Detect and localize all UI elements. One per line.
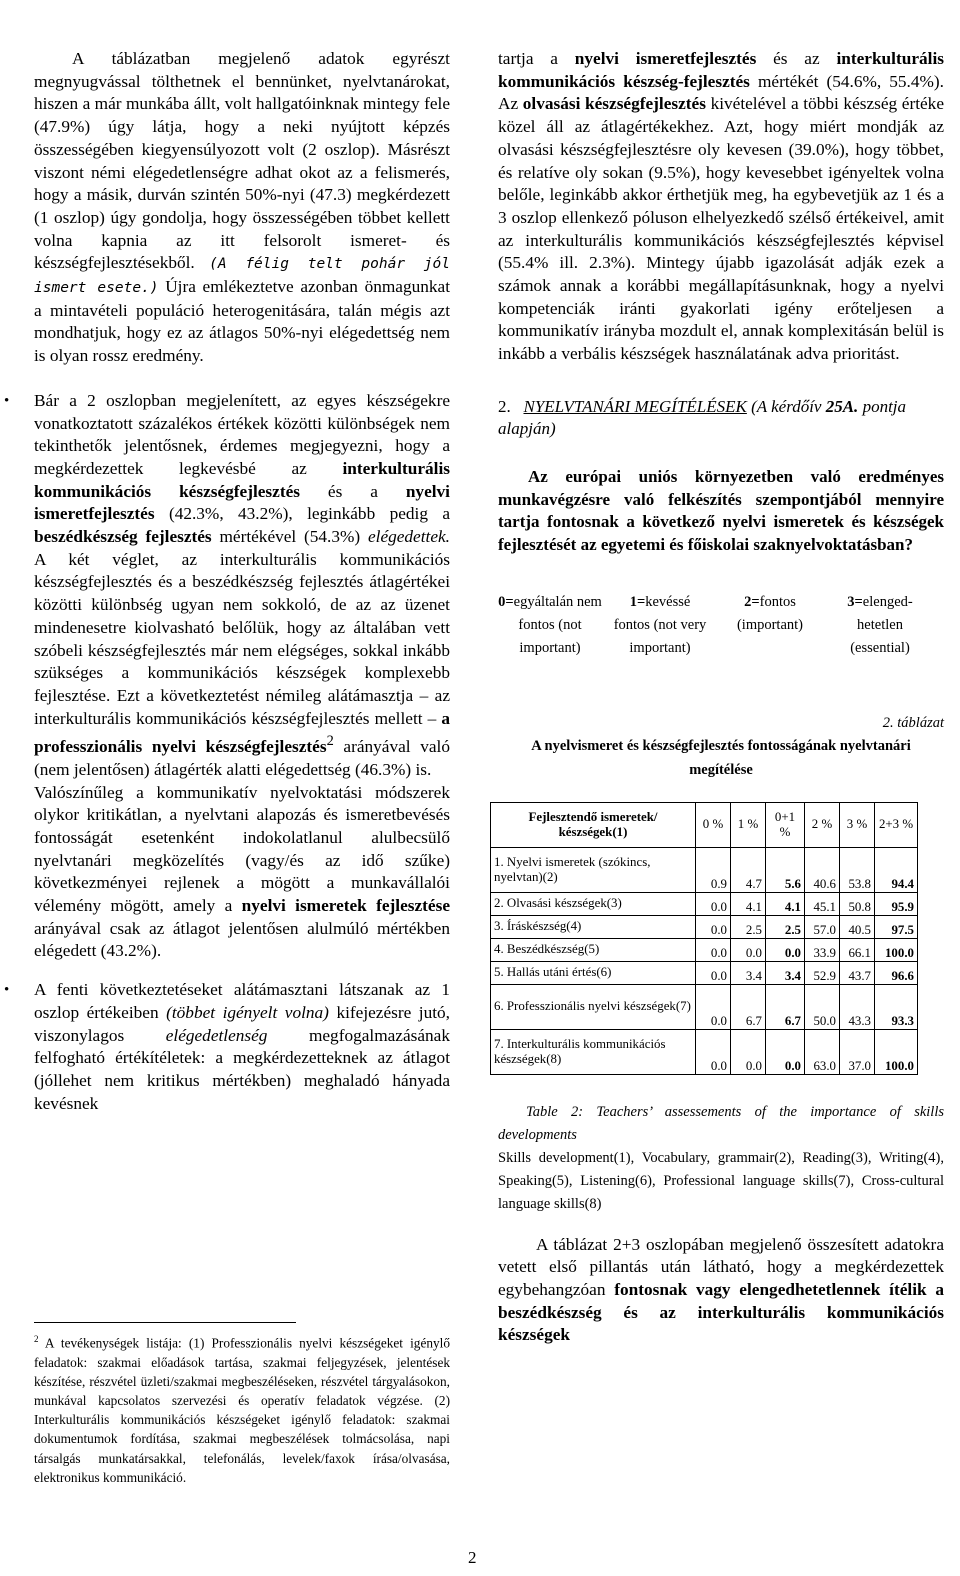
table-cell: 0.0 xyxy=(696,938,731,961)
scale-option-1: 1=kevéssé fontos (not very important) xyxy=(613,593,707,656)
table-header-cell: 2+3 % xyxy=(875,802,918,847)
table-cell: 43.7 xyxy=(840,961,875,984)
table-cell: 33.9 xyxy=(805,938,840,961)
table-cell: 0.0 xyxy=(696,984,731,1029)
table-cell: 0.0 xyxy=(731,1029,766,1074)
table-cell: 66.1 xyxy=(840,938,875,961)
right-column xyxy=(494,48,944,1347)
table-cell: 63.0 xyxy=(805,1029,840,1074)
table-cell: 0.0 xyxy=(696,892,731,915)
table-header-cell: Fejlesztendő ismeretek/ készségek(1) xyxy=(491,802,696,847)
table-cell: 2.5 xyxy=(766,915,805,938)
table-cell: 100.0 xyxy=(875,1029,918,1074)
table-header-cell: 0+1 % xyxy=(766,802,805,847)
table-row-label: 7. Interkulturális kommunikációs készségek(8) xyxy=(491,1029,696,1074)
table-cell: 5.6 xyxy=(766,847,805,892)
table-header-cell: 3 % xyxy=(840,802,875,847)
table-row xyxy=(491,1029,918,1074)
table-row-label: 3. Íráskészség(4) xyxy=(491,915,696,938)
bullet-icon: • xyxy=(4,982,10,999)
table-cell: 95.9 xyxy=(875,892,918,915)
scale-option-0: 0=egyáltalán nem fontos (not important) xyxy=(498,593,602,656)
table-number: 2. táblázat xyxy=(882,714,944,731)
table-row xyxy=(491,938,918,961)
table-header-cell: 0 % xyxy=(696,802,731,847)
page-number: 2 xyxy=(468,1548,477,1567)
table-cell: 53.8 xyxy=(840,847,875,892)
table-cell: 94.4 xyxy=(875,847,918,892)
left-column xyxy=(4,48,450,1115)
bullet-item xyxy=(4,390,450,963)
table-cell: 50.8 xyxy=(840,892,875,915)
table-cell: 97.5 xyxy=(875,915,918,938)
table-cell: 3.4 xyxy=(731,961,766,984)
table-cell: 2.5 xyxy=(731,915,766,938)
table-cell: 4.1 xyxy=(766,892,805,915)
table-cell: 0.0 xyxy=(731,938,766,961)
bullet-icon: • xyxy=(4,392,10,409)
survey-question: Az európai uniós környezetben való eredményes munkavégzésre való felkészítés szempontjából mennyire tartja fontosnak a következő nyelvi ismeretek és készségek fejlesztését az egyetemi és főiskolai szaknyelvoktatásban? xyxy=(498,466,944,554)
table-cell: 37.0 xyxy=(840,1029,875,1074)
table-cell: 57.0 xyxy=(805,915,840,938)
table-cell: 4.1 xyxy=(731,892,766,915)
scale-option-2: 2=fontos (important) xyxy=(736,593,804,633)
table-cell: 50.0 xyxy=(805,984,840,1029)
results-table xyxy=(490,802,918,1075)
table-cell: 0.9 xyxy=(696,847,731,892)
table-cell: 0.0 xyxy=(696,1029,731,1074)
table-row xyxy=(491,892,918,915)
table-row-label: 4. Beszédkészség(5) xyxy=(491,938,696,961)
table-cell: 52.9 xyxy=(805,961,840,984)
footnote-divider xyxy=(34,1322,296,1323)
table-cell: 6.7 xyxy=(766,984,805,1029)
table-caption-english: Table 2: Teachers’ assessements of the importance of skills developments Skills development(1), Vocabulary, grammair(2), Reading(3), Writing(4), Speaking(5), Listening(6), Professional language skills(7), Cross-cultural language skills(8) xyxy=(498,1103,944,1212)
table-row xyxy=(491,915,918,938)
table-row xyxy=(491,961,918,984)
table-row-label: 1. Nyelvi ismeretek (szókincs, nyelvtan)(2) xyxy=(491,847,696,892)
paragraph-final: A táblázat 2+3 oszlopában megjelenő összesített adatokra vetett első pillantás után látható, hogy a megkérdezettek egybehangzóan fontosnak vagy elengedhetetlennek ítélik a beszédkészség és az interkulturális kommunikációs készségek xyxy=(498,1234,944,1345)
footnote: $^2$ A tevékenységek listája: (1) Professzionális nyelvi készségeket igénylő feladatok: szakmai előadások tartása, szakmai feljegyzések, jelentések készítése, részvétel üzleti/szakmai megbeszéléseken, részvétel tárgyalásokon, munkával kapcsolatos szervezési és operatív feladatok végzése. (2) Interkulturális kommunikációs készségeket igénylő feladatok: szakmai dokumentumok fordítása, szakmai megbeszélések tolmácsolása, napi társalgás munkatársakkal, telefonálás, levelek/faxok írása/olvasása, elektronikus kommunikáció. xyxy=(34,1334,450,1485)
table-cell: 100.0 xyxy=(875,938,918,961)
bullet-text: Bár a 2 oszlopban megjelenített, az egyes készségekre vonatkoztatott százalékos értékek közötti különbségek nem tekinthetők jelentősnek, érdemes megjegyezni, hogy a megkérdezettek legkevésbé az interkulturális kommunikációs készségfejlesztés és a nyelvi ismeretfejlesztés (42.3%, 43.2%), leginkább pedig a beszédkészség fejlesztés mértékével (54.3%) elégedettek. A két véglet, az interkulturális kommunikációs készségfejlesztés és a beszédkészség fejlesztés átlagértékei közötti különbség ugyan nem sokkoló, de az az üzenet mindenesetre kiolvasható belőlük, hogy az általában vett szóbeli készségfejlesztés már nem elégséges, sokkal inkább szükséges a kommunikációs készségek komplexebb fejlesztése. Ezt a következtetést némileg alátámasztja – az interkulturális kommunikációs készségfejlesztés mellett – a professzionális nyelvi készségfejlesztés$^2$ arányával való (nem jelentősen) átlagérték alatti elégedettség (46.3%) is. xyxy=(34,390,450,779)
table-row xyxy=(491,984,918,1029)
table-cell: 40.6 xyxy=(805,847,840,892)
bullet-item xyxy=(4,979,450,1115)
table-header-cell: 2 % xyxy=(805,802,840,847)
table-row-label: 5. Hallás utáni értés(6) xyxy=(491,961,696,984)
table-row-label: 2. Olvasási készségek(3) xyxy=(491,892,696,915)
section-heading: 2. NYELVTANÁRI MEGÍTÉLÉSEK (A kérdőív 25A. pontja alapján) xyxy=(498,396,907,438)
table-cell: 96.6 xyxy=(875,961,918,984)
paragraph-continued: tartja a nyelvi ismeretfejlesztés és az interkulturális kommunikációs készség-fejlesztés mértékét (54.6%, 55.4%). Az olvasási készségfejlesztés kivételével a többi készség értéke közel áll az átlagértékekhez. Azt, hogy miért mondják az olvasási készségfejlesztésre oly kevesen (39.0%), hogy többet, és relatíve oly sokan (9.5%), hogy kevesebbet igényeltek volna belőle, leginkább akkor érthetjük meg, ha egybevetjük az 1 és a 3 oszlop ellenkező póluson elhelyezkedő szélső értékeivel, amit az interkulturális kommunikációs készségfejlesztés képvisel (55.4% ill. 2.3%). Mintegy újabb igazolását adják ezek a számok annak a korábbi megállapításunknak, hogy a nyelvi kompetenciák iránti gyakorlati igény erőteljesen a kommunikatív irányba mozdult el, annak komplexitásán belül is inkább a verbális készségek használatának adva prioritást. xyxy=(498,49,944,364)
table-row-label: 6. Professzionális nyelvi készségek(7) xyxy=(491,984,696,1029)
table-header-cell: 1 % xyxy=(731,802,766,847)
paragraph-intro: A táblázatban megjelenő adatok egyrészt megnyugvással tölthetnek el bennünket, nyelvtanárokat, hiszen a már munkába állt, volt hallgatóinknak mintegy fele (47.9%) úgy látja, hogy a neki nyújtott képzés összességében kiegyensúlyozott volt (2 oszlop). Másrészt viszont némi elégedetlenségre adhat okot az a felismerés, hogy a másik, durván szintén 50%-nyi (47.3) megkérdezett (1 oszlop) úgy gondolja, hogy összességében többet kellett volna kapnia az itt felsorolt ismeret- és készségfejlesztésekből. (A félig telt pohár jól ismert esete.) Újra emlékeztetve azonban önmagunkat a mintavételi populáció heterogenitására, talán mégis azt mondhatjuk, hogy ez az átlagos 50%-nyi elégedettség nem is olyan rossz eredmény. xyxy=(34,49,450,366)
table-cell: 43.3 xyxy=(840,984,875,1029)
table-cell: 0.0 xyxy=(696,915,731,938)
table-title: A nyelvismeret és készségfejlesztés fontosságának nyelvtanári megítélése xyxy=(531,737,911,778)
bullet-text: A fenti következtetéseket alátámasztani látszanak az 1 oszlop értékeiben (többet igényelt volna) kifejezésre jutó, viszonylagos elégedetlenség megfogalmazásának felfogható értékítéletek: a megkérdezetteknek az átlagot (jóllehet nem kritikus mértékben) meghaladó hányada kevésnek xyxy=(34,980,450,1113)
table-cell: 4.7 xyxy=(731,847,766,892)
table-cell: 45.1 xyxy=(805,892,840,915)
table-cell: 93.3 xyxy=(875,984,918,1029)
table-cell: 0.0 xyxy=(696,961,731,984)
table-cell: 40.5 xyxy=(840,915,875,938)
scale-option-3: 3=elenged-hetetlen (essential) xyxy=(847,593,913,656)
rating-scale xyxy=(498,591,944,687)
table-cell: 3.4 xyxy=(766,961,805,984)
table-row xyxy=(491,847,918,892)
table-cell: 0.0 xyxy=(766,938,805,961)
table-header-row xyxy=(491,802,918,847)
table-cell: 6.7 xyxy=(731,984,766,1029)
table-cell: 0.0 xyxy=(766,1029,805,1074)
bullet-continuation: Valószínűleg a kommunikatív nyelvoktatási módszerek olykor kritikátlan, a nyelvtani alapozás és ismeretbevésés fontosságát esetenként indokolatlanul alulbecsülő nyelvtanári megközelítés (vagy/és az idő szűke) következményei rejlenek a mögött a munkavállalói vélemény mögött, amely a nyelvi ismeretek fejlesztése arányával csak az átlagot jelentősen alulmúló mértékben elégedett (43.2%). xyxy=(34,782,450,961)
